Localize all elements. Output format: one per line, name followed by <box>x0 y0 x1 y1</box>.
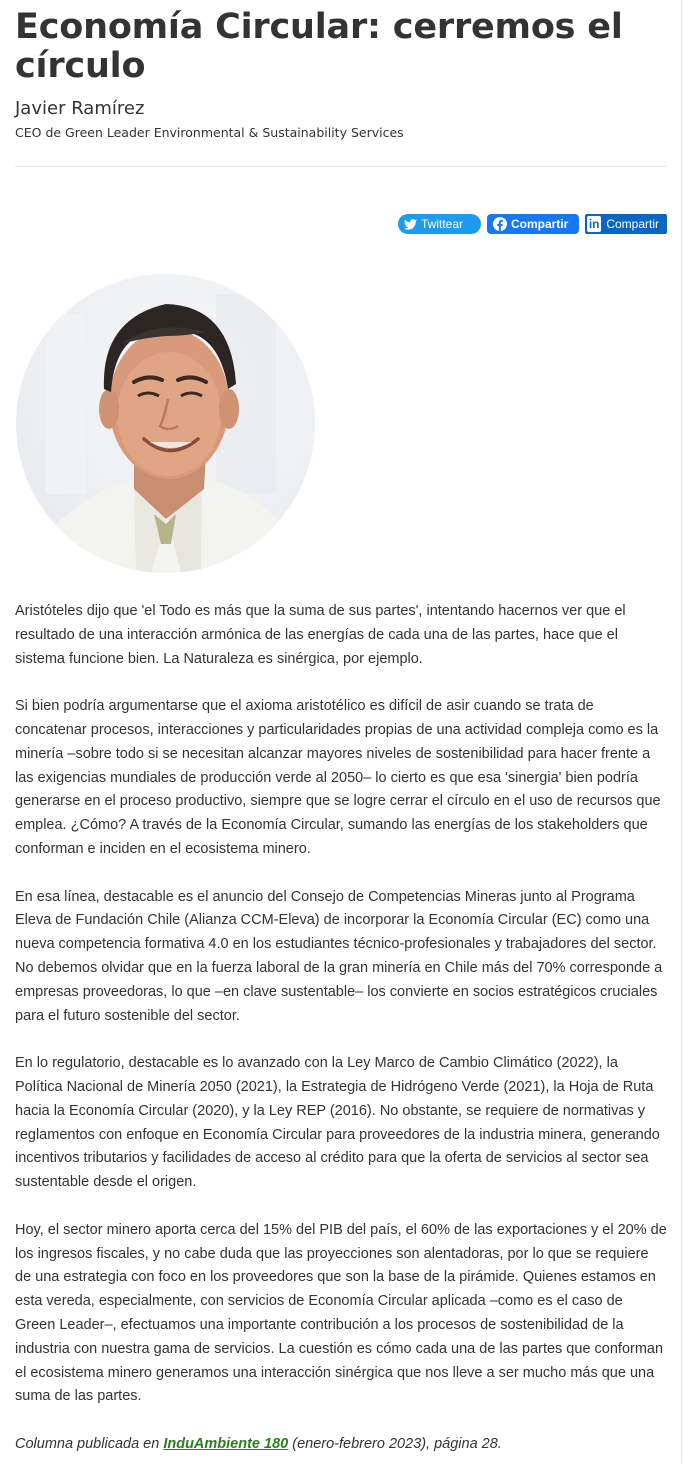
header-divider <box>15 166 667 167</box>
linkedin-icon: in <box>588 217 600 231</box>
article-paragraph: En esa línea, destacable es el anuncio del Consejo de Competencias Mineras junto al Programa Eleva de Fundación Chile (Alianza CCM-Eleva) de incorporar la Economía Circular (EC) como una nueva competencia formativa 4.0 en los estudiantes técnico-profesionales y trabajadores del sector. No debemos olvidar que en la fuerza laboral de la gran minería en Chile más del 70% corresponde a empresas proveedoras, lo que –en clave sustentable– los convierte en socios estratégicos cruciales para el futuro sostenible del sector. <box>15 888 663 1024</box>
article-title: Economía Circular: cerremos el círculo <box>15 7 623 86</box>
author-portrait-icon <box>16 274 315 573</box>
publication-note-prefix: Columna publicada en <box>15 1435 164 1452</box>
author-role: CEO de Green Leader Environmental & Sustainability Services <box>15 125 404 140</box>
twitter-share-button[interactable] <box>398 214 481 234</box>
author-name: Javier Ramírez <box>15 98 145 119</box>
linkedin-share-label: Compartir <box>606 217 659 231</box>
induambiente-link[interactable]: InduAmbiente 180 <box>163 1435 289 1452</box>
page-edge-divider <box>681 0 682 1461</box>
twitter-bird-icon <box>404 219 417 230</box>
article-paragraph: Hoy, el sector minero aporta cerca del 15% del PIB del país, el 60% de las exportaciones y el 20% de los ingresos fiscales, y no cabe duda que las proyecciones son alentadoras, por lo que se requiere de una estrategia con foco en los proveedores que son la base de la pirámide. Quienes estamos en esta vereda, especialmente, con servicios de Economía Circular aplicada –como es el caso de Green Leader–, efectuamos una importante contribución a los procesos de sostenibilidad de la industria con nuestra gama de servicios. La cuestión es cómo cada una de las partes que conforman el ecosistema minero generamos una interacción sinérgica que nos lleve a ser mucho más que una suma de las partes. <box>15 1221 667 1405</box>
publication-note-suffix: (enero-febrero 2023), página 28. <box>288 1435 502 1452</box>
article-body <box>15 600 667 1480</box>
article-paragraph: En lo regulatorio, destacable es lo avanzado con la Ley Marco de Cambio Climático (2022), la Política Nacional de Minería 2050 (2021), la Estrategia de Hidrógeno Verde (2021), la Hoja de Ruta hacia la Economía Circular (2020), y la Ley REP (2016). No obstante, se requiere de normativas y reglamentos con enfoque en Economía Circular para proveedores de la industria minera, generando incentivos tributarios y facilidades de acceso al crédito para que la oferta de servicios al sector sea sustentable desde el origen. <box>15 1055 660 1191</box>
article-paragraph: Si bien podría argumentarse que el axioma aristotélico es difícil de asir cuando se trata de concatenar procesos, interacciones y particularidades propias de una actividad compleja como es la minería –sobre todo si se necesitan alcanzar mayores niveles de sostenibilidad para hacer frente a las exigencias mundiales de producción verde al 2050– lo cierto es que esa 'sinergia' bien podría generarse en el proceso productivo, siempre que se logre cerrar el círculo en el uso de recursos que emplea. ¿Cómo? A través de la Economía Circular, sumando las energías de los stakeholders que conforman e inciden en el ecosistema minero. <box>15 698 661 857</box>
twitter-share-label: Twittear <box>421 217 464 231</box>
facebook-share-button[interactable] <box>487 214 579 234</box>
facebook-icon <box>493 217 507 231</box>
author-photo <box>16 274 315 573</box>
linkedin-share-button[interactable] <box>585 214 667 234</box>
article-paragraph: Aristóteles dijo que 'el Todo es más que la suma de sus partes', intentando hacernos ver que el resultado de una interacción armónica de las energías de cada una de las partes, hace que el sistema funcione bien. La Naturaleza es sinérgica, por ejemplo. <box>15 603 626 667</box>
facebook-share-label: Compartir <box>511 217 569 231</box>
share-bar <box>398 214 667 234</box>
publication-note <box>15 1433 667 1457</box>
